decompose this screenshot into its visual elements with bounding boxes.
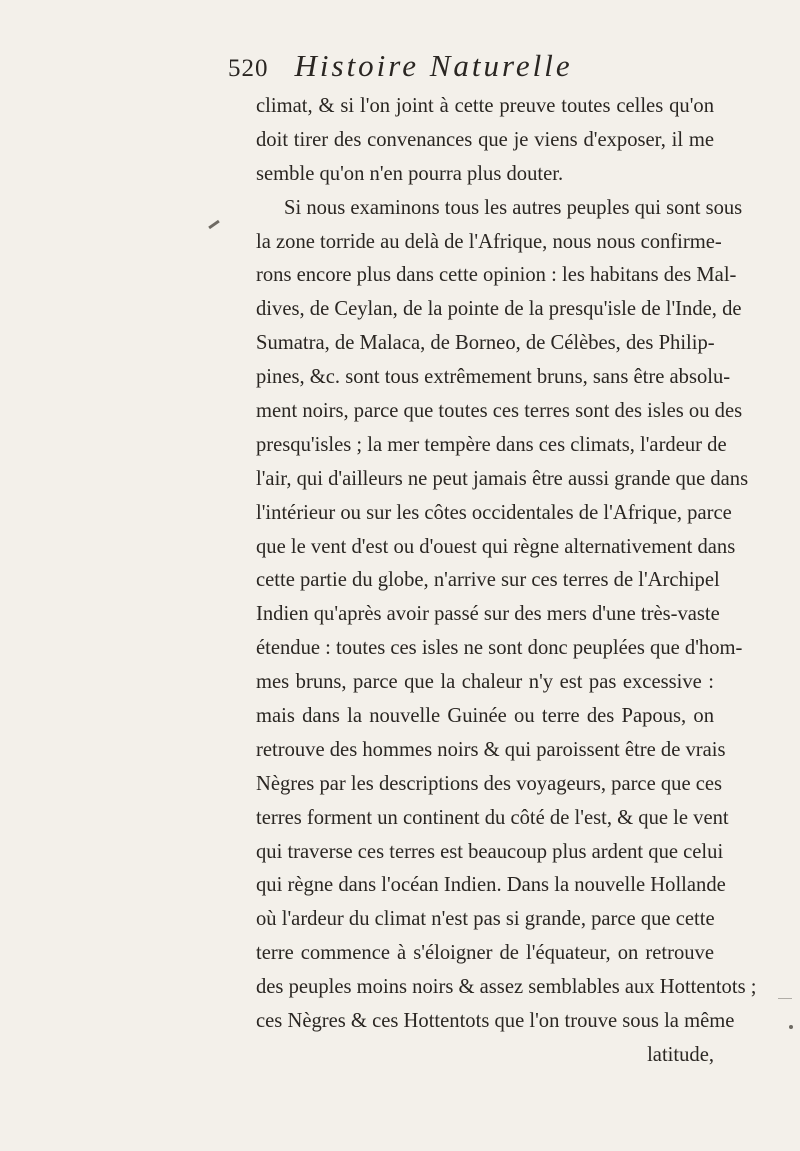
text-line: qui traverse ces terres est beaucoup plus ardent que celui	[256, 840, 724, 863]
text-line: climat, & si l'on joint à cette preuve toutes celles qu'on	[256, 95, 714, 117]
text-line: étendue : toutes ces isles ne sont donc peuplées que d'hom-	[256, 637, 743, 660]
text-line: Nègres par les descriptions des voyageurs, parce que ces	[256, 772, 723, 795]
text-line: rons encore plus dans cette opinion : les habitans des Mal-	[256, 264, 737, 287]
text-line: mais dans la nouvelle Guinée ou terre des Papous, on	[256, 705, 714, 728]
text-line: Sumatra, de Malaca, de Borneo, de Célèbes, des Philip-	[256, 332, 715, 355]
paragraph-first-line: Si nous examinons tous les autres peuples qui sont sous	[284, 196, 743, 219]
stray-mark	[208, 220, 220, 229]
text-line: la zone torride au delà de l'Afrique, nous nous confirme-	[256, 230, 722, 253]
text-line: terre commence à s'éloigner de l'équateur, on retrouve	[256, 942, 714, 965]
text-line: pines, &c. sont tous extrêmement bruns, sans être absolu-	[256, 366, 731, 389]
text-line: Indien qu'après avoir passé sur des mers d'une très-vaste	[256, 603, 720, 626]
page-number: 520	[228, 55, 269, 82]
text-line: semble qu'on n'en pourra plus douter.	[256, 162, 564, 185]
stray-mark	[778, 998, 792, 999]
body-text	[256, 90, 757, 1073]
text-line: cette partie du globe, n'arrive sur ces terres de l'Archipel	[256, 569, 720, 592]
text-line: terres forment un continent du côté de l'est, & que le vent	[256, 806, 729, 829]
running-head	[228, 48, 573, 88]
text-line: qui règne dans l'océan Indien. Dans la nouvelle Hollande	[256, 874, 726, 897]
text-line: ces Nègres & ces Hottentots que l'on trouve sous la même	[256, 1010, 735, 1033]
stray-mark	[789, 1025, 793, 1029]
catchword: latitude,	[647, 1043, 714, 1066]
text-line: retrouve des hommes noirs & qui paroissent être de vrais	[256, 738, 726, 761]
text-line: que le vent d'est ou d'ouest qui règne alternativement dans	[256, 535, 736, 558]
text-line: ment noirs, parce que toutes ces terres sont des isles ou des	[256, 400, 743, 423]
text-line: des peuples moins noirs & assez semblables aux Hottentots ;	[256, 976, 757, 999]
text-line: où l'ardeur du climat n'est pas si grande, parce que cette	[256, 908, 715, 931]
text-line: l'intérieur ou sur les côtes occidentales de l'Afrique, parce	[256, 501, 732, 524]
text-line: dives, de Ceylan, de la pointe de la presqu'isle de l'Inde, de	[256, 298, 742, 321]
text-line: doit tirer des convenances que je viens d'exposer, il me	[256, 128, 714, 151]
text-line: mes bruns, parce que la chaleur n'y est pas excessive :	[256, 671, 714, 694]
book-title: Histoire Naturelle	[294, 48, 573, 83]
text-line: l'air, qui d'ailleurs ne peut jamais être aussi grande que dans	[256, 467, 749, 490]
text-line: presqu'isles ; la mer tempère dans ces climats, l'ardeur de	[256, 433, 727, 456]
